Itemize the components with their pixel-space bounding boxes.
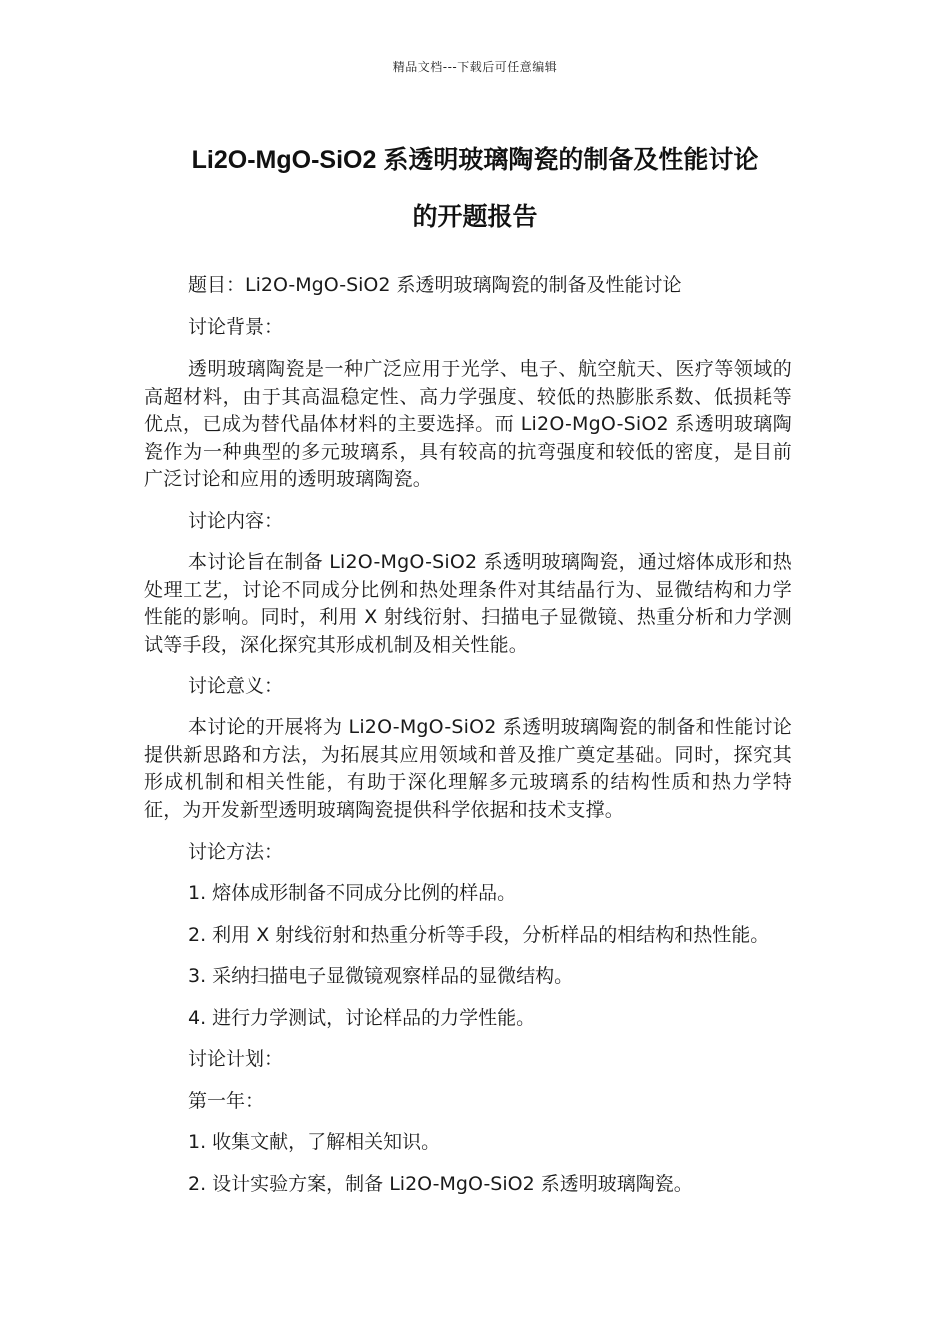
topic-line: 题目：Li2O-MgO-SiO2 系透明玻璃陶瓷的制备及性能讨论 xyxy=(188,274,682,296)
method-item: 4. 进行力学测试，讨论样品的力学性能。 xyxy=(188,1007,536,1029)
plan-heading: 讨论计划： xyxy=(188,1048,284,1070)
significance-paragraph: 本讨论的开展将为 Li2O-MgO-SiO2 系透明玻璃陶瓷的制备和性能讨论提供新思路和方法，为拓展其应用领域和普及推广奠定基础。同时，探究其形成机制和相关性能，有助于深化理解多元玻璃系的结构性质和热力学特征，为开发新型透明玻璃陶瓷提供科学依据和技术支撑。 xyxy=(144,716,792,821)
content-heading: 讨论内容： xyxy=(188,510,284,532)
plan-item: 1. 收集文献，了解相关知识。 xyxy=(188,1131,441,1153)
background-paragraph: 透明玻璃陶瓷是一种广泛应用于光学、电子、航空航天、医疗等领域的高超材料，由于其高温稳定性、高力学强度、较低的热膨胀系数、低损耗等优点，已成为替代晶体材料的主要选择。而 Li2O-MgO-SiO2 系透明玻璃陶瓷作为一种典型的多元玻璃系，具有较高的抗弯强度和较低的密度，是目前广泛讨论和应用的透明玻璃陶瓷。 xyxy=(144,358,792,490)
method-item: 1. 熔体成形制备不同成分比例的样品。 xyxy=(188,882,517,904)
method-heading: 讨论方法： xyxy=(188,841,284,863)
year1-heading: 第一年： xyxy=(188,1090,265,1112)
document-title-line-1: Li2O-MgO-SiO2 系透明玻璃陶瓷的制备及性能讨论 xyxy=(191,146,759,174)
plan-item: 2. 设计实验方案，制备 Li2O-MgO-SiO2 系透明玻璃陶瓷。 xyxy=(188,1173,693,1195)
method-item: 3. 采纳扫描电子显微镜观察样品的显微结构。 xyxy=(188,965,574,987)
significance-heading: 讨论意义： xyxy=(188,675,284,697)
background-heading: 讨论背景： xyxy=(188,316,284,338)
content-paragraph: 本讨论旨在制备 Li2O-MgO-SiO2 系透明玻璃陶瓷，通过熔体成形和热处理工艺，讨论不同成分比例和热处理条件对其结晶行为、显微结构和力学性能的影响。同时，利用 X 射线衍射、扫描电子显微镜、热重分析和力学测试等手段，深化探究其形成机制及相关性能。 xyxy=(144,551,792,656)
method-item: 2. 利用 X 射线衍射和热重分析等手段，分析样品的相结构和热性能。 xyxy=(188,924,770,946)
document-title-line-2: 的开题报告 xyxy=(412,203,538,231)
header-note: 精品文档---下载后可任意编辑 xyxy=(392,60,558,74)
